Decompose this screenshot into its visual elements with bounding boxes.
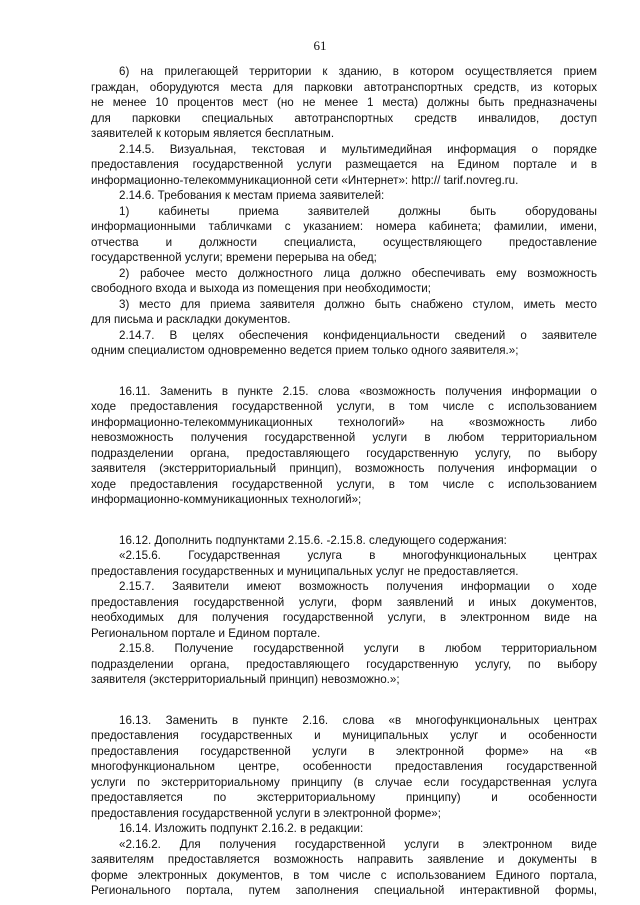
text-line: 2.15.7. Заявители имеют возможность получения информации о ходе [119, 580, 597, 593]
text-line: заявителям предоставляется возможность направить заявление и документы в [91, 853, 597, 866]
text-line: 2) рабочее место должностного лица должно обеспечивать ему возможность [119, 266, 597, 280]
text-line: Региональном портале и Едином портале. [91, 626, 321, 640]
text-line: одним специалистом одновременно ведется прием только одного заявителя.»; [91, 344, 519, 357]
text-line: отчества и должности специалиста, осуществляющего предоставление [91, 235, 597, 249]
text-line: 2.15.8. Получение государственной услуги в любом территориальном [119, 642, 597, 655]
paragraph-gap [91, 508, 597, 533]
paragraph-item-3-reception [91, 297, 597, 328]
paragraph-gap [91, 359, 597, 384]
document-body [91, 64, 597, 899]
text-line: ходе предоставления государственной услуги, в том числе с использованием [91, 400, 597, 413]
text-line: информационными табличками с указанием: номера кабинета; фамилии, имени, [91, 220, 597, 233]
text-line: для письма и раскладки документов. [91, 313, 291, 326]
text-line: 2.14.6. Требования к местам приема заявителей: [119, 189, 385, 202]
text-line: предоставления государственной услуги размещается на Едином портале и в [91, 158, 597, 171]
text-line: необходимых для получения государственной услуги, в электронном виде на [91, 611, 597, 624]
text-line: 1) кабинеты приема заявителей должны быть оборудованы [119, 204, 597, 218]
text-line: предоставления государственных и муниципальных услуг и особенности [91, 729, 597, 742]
text-line: предоставления государственных и муниципальных услуг не предоставляется. [91, 564, 519, 578]
text-line: подразделении органа, предоставляющего государственную услугу, по выбору [91, 446, 597, 460]
text-line: невозможность получения государственной услуги в любом территориальном [91, 431, 597, 444]
paragraph-16-13 [91, 713, 597, 822]
paragraph-item-2-workplace [91, 266, 597, 297]
text-line: 16.12. Дополнить подпунктами 2.15.6. -2.15.8. следующего содержания: [119, 533, 507, 547]
text-line: 6) на прилегающей территории к зданию, в котором осуществляется прием [119, 65, 597, 78]
text-line: 16.11. Заменить в пункте 2.15. слова «возможность получения информации о [119, 384, 597, 398]
text-line: «2.16.2. Для получения государственной услуги в электронном виде [119, 837, 597, 851]
text-line: услуги по экстерриториальному принципу (в случае если государственная услуга [91, 775, 597, 789]
paragraph-2-14-6 [91, 188, 597, 204]
text-line: 16.14. Изложить подпункт 2.16.2. в редакции: [119, 822, 364, 835]
text-line: предоставляется по экстерриториальному принципу) и особенности [91, 791, 597, 804]
text-line: информационно-телекоммуникационных технологий» на «возможность либо [91, 415, 597, 429]
text-line: 16.13. Заменить в пункте 2.16. слова «в многофункциональных центрах [119, 713, 597, 727]
text-line: Регионального портала, путем заполнения специальной интерактивной формы, [91, 884, 597, 897]
text-line: 2.14.7. В целях обеспечения конфиденциальности сведений о заявителе [119, 328, 597, 342]
paragraph-16-14 [91, 821, 597, 837]
paragraph-2-15-7 [91, 579, 597, 641]
paragraph-16-12 [91, 533, 597, 549]
text-line: подразделении органа, предоставляющего государственную услугу, по выбору [91, 657, 597, 671]
text-line: ходе предоставления государственной услуги, в том числе с использованием [91, 477, 597, 491]
text-line: свободного входа и выхода из помещения при необходимости; [91, 282, 431, 295]
text-line: заявителя (экстерриториальный принцип), возможность получения информации о [91, 462, 597, 475]
text-line: «2.15.6. Государственная услуга в многофункциональных центрах [119, 549, 597, 562]
paragraph-2-14-5 [91, 142, 597, 189]
text-line: предоставления государственной услуги в электронной форме»; [91, 806, 441, 820]
paragraph-item-1-cabinets [91, 204, 597, 266]
paragraph-gap [91, 688, 597, 713]
text-line: государственной услуги; времени перерыва на обед; [91, 251, 377, 264]
text-line: заявителей к которым является бесплатным. [91, 127, 335, 140]
page-number: 61 [313, 38, 327, 53]
text-line: форме электронных документов, в том числе с использованием Единого портала, [91, 868, 597, 882]
text-line: информационно-телекоммуникационной сети «Интернет»: http:// tarif.novreg.ru. [91, 173, 519, 187]
text-line: предоставления государственной услуги в электронной форме» на «в [91, 744, 597, 758]
paragraph-2-16-2 [91, 837, 597, 899]
paragraph-6-parking [91, 64, 597, 142]
text-line: информационно-коммуникационных технологий»; [91, 493, 362, 506]
text-line: многофункциональном центре, особенности предоставления государственной [91, 760, 597, 773]
text-line: заявителя (экстерриториальный принцип) невозможно.»; [91, 673, 400, 686]
paragraph-16-11 [91, 384, 597, 508]
paragraph-2-14-7 [91, 328, 597, 359]
paragraph-2-15-8 [91, 641, 597, 688]
text-line: 3) место для приема заявителя должно быть снабжено стулом, иметь место [119, 297, 597, 311]
text-line: для парковки специальных автотранспортных средств инвалидов, доступ [91, 111, 597, 125]
text-line: не менее 10 процентов мест (но не менее 1 места) должны быть предназначены [91, 96, 597, 109]
paragraph-2-15-6 [91, 548, 597, 579]
text-line: 2.14.5. Визуальная, текстовая и мультимедийная информация о порядке [119, 142, 597, 156]
text-line: предоставления государственной услуги, форм заявлений и иных документов, [91, 595, 597, 609]
text-line: граждан, оборудуются места для парковки автотранспортных средств, из которых [91, 80, 597, 94]
